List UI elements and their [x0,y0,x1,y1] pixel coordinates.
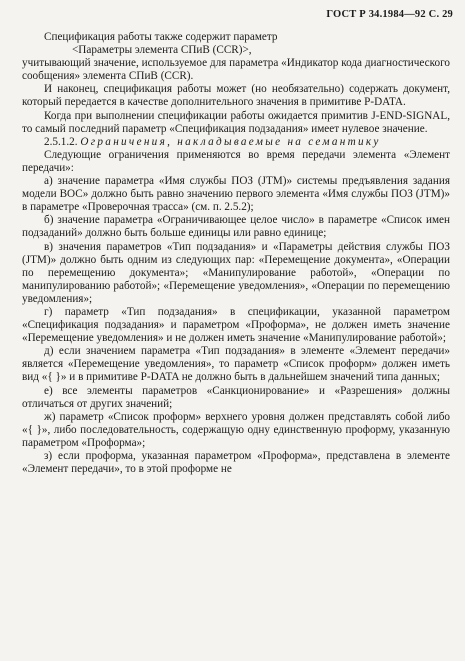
list-item: ж) параметр «Список проформ» верхнего уровня должен представлять собой либо «{ }», либо последовательность, содержащую одну единственную проформу, указанную параметром «Проформа»; [22,410,450,449]
list-item: з) если проформа, указанная параметром «Проформа», представлена в элементе «Элемент передачи», то в этой проформе не [22,450,450,476]
paragraph: учитывающий значение, используемое для параметра «Индикатор кода диагностического сообщения» элемента СПиВ (CCR). [22,57,450,83]
document-body [22,31,450,476]
list-item: а) значение параметра «Имя службы ПОЗ (JTM)» системы предъявления задания модели ВОС» должно быть равно значению первого элемента «Имя службы ПОЗ (JTM)» в параметре «Проверочная трасса» (см. п. 2.5.2); [22,175,450,214]
list-item: д) если значением параметра «Тип подзадания» в элементе «Элемент передачи» является «Перемещение уведомления», то параметр «Список проформ» должен иметь вид «{ }» и в примитиве P-DATA не должно быть в дальнейшем значений типа данных; [22,345,450,384]
list-item: е) все элементы параметров «Санкционирование» и «Разрешения» должны отличаться от других значений; [22,384,450,410]
page-header: ГОСТ Р 34.1984—92 С. 29 [326,9,453,20]
parameter-line: <Параметры элемента СПиВ (CCR)>, [72,44,252,57]
paragraph: Следующие ограничения применяются во время передачи элемента «Элемент передачи»: [22,148,450,174]
section-title: Ограничения, накладываемые на семантику [80,135,381,148]
paragraph: И наконец, спецификация работы может (но необязательно) содержать документ, который передается в качестве дополнительного значения в примитиве P-DATA. [22,83,450,109]
section-heading [22,136,450,149]
section-number: 2.5.1.2. [44,135,78,148]
list-item: г) параметр «Тип подзадания» в спецификации, указанной параметром «Спецификация подзадания» и параметром «Проформа», не должен иметь значение «Перемещение уведомления» и не должен иметь значение «Манипулирование работой»; [22,305,450,345]
list-item: в) значения параметров «Тип подзадания» и «Параметры действия службы ПОЗ (JTM)» должно быть одним из следующих пар: «Перемещение документа», «Операции по перемещению документа»; «Манипулирование работой», «Операции по манипулированию работой»; «Перемещение уведомления», «Операции по перемещению уведомления»; [22,240,450,305]
list-item: б) значение параметра «Ограничивающее целое число» в параметре «Список имен подзаданий» должно быть больше единицы или равно единице; [22,214,450,240]
paragraph: Спецификация работы также содержит параметр [44,31,278,43]
paragraph: Когда при выполнении спецификации работы ожидается примитив J-END-SIGNAL, то самый последний параметр «Спецификация подзадания» имеет нулевое значение. [22,109,450,135]
